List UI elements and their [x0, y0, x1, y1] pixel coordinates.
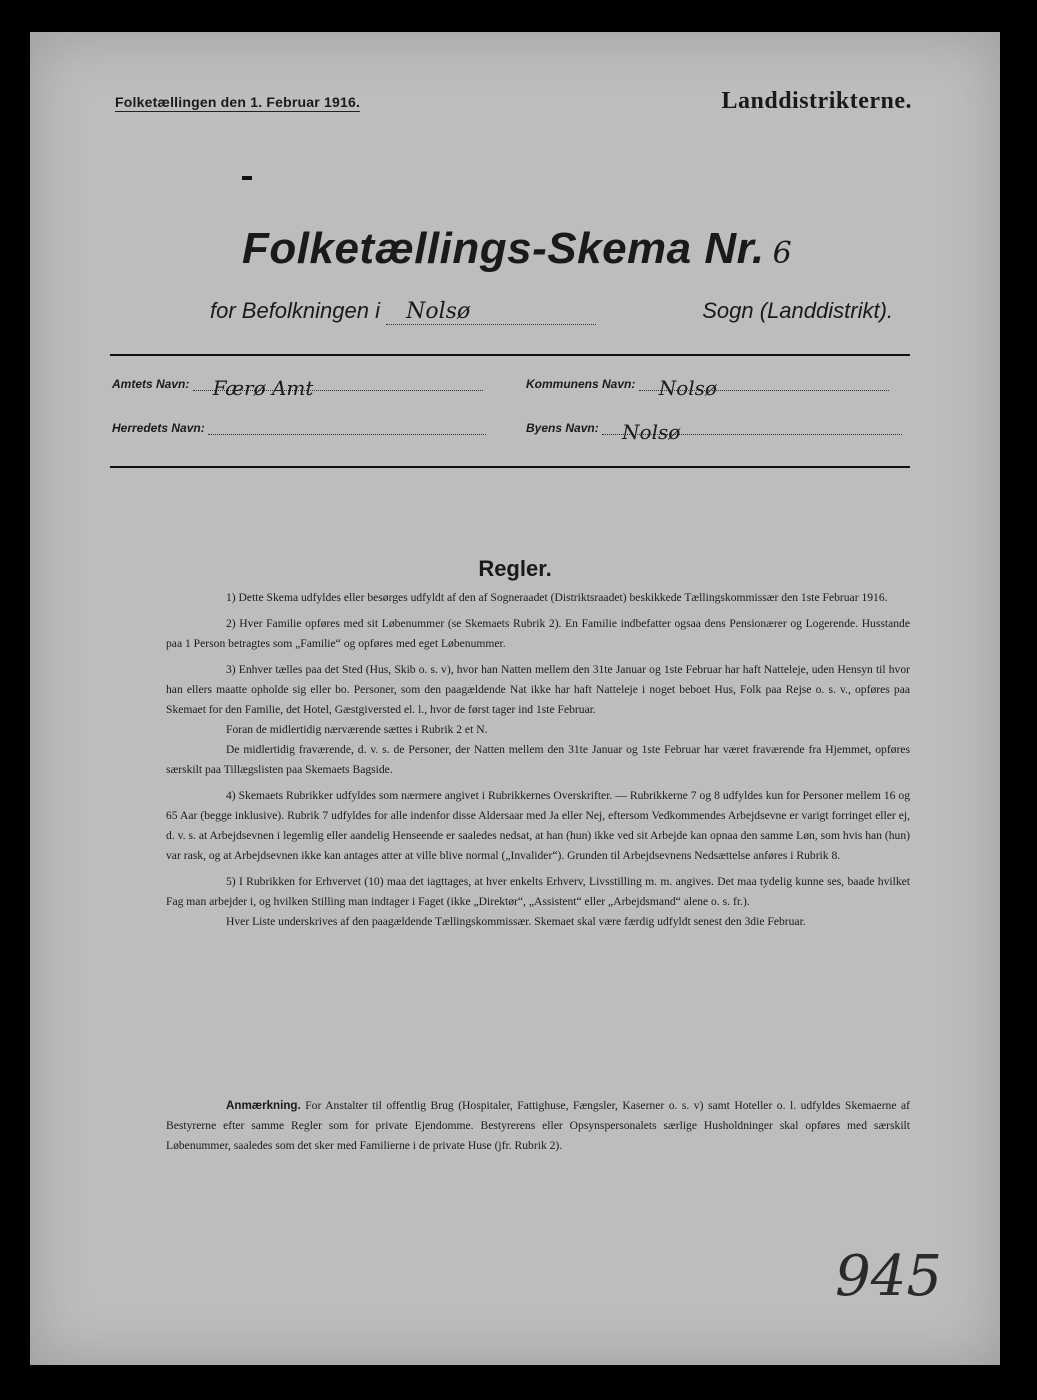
parish-handwritten: Nolsø	[406, 299, 471, 324]
herred-label: Herredets Navn:	[112, 421, 205, 435]
remark-text: For Anstalter til offentlig Brug (Hospitaler, Fattighuse, Fængsler, Kaserner o. s. v) samt Hoteller o. l. udfyldes Skemaerne af Bestyrerne efter samme Regler som for private Ejendomme. Bestyrerens eller Opsynspersonalets særlige Husholdninger skal opføres med særskilt Løbenummer, saaledes som det sker med Familierne i de private Huse (jfr. Rubrik 2).	[166, 1099, 910, 1152]
form-number-handwritten: 6	[772, 236, 793, 271]
kommune-label: Kommunens Navn:	[526, 377, 636, 391]
by-label: Byens Navn:	[526, 421, 599, 435]
herred-value	[208, 420, 228, 444]
rule-4: 4) Skemaets Rubrikker udfyldes som nærmere angivet i Rubrikkernes Overskrifter. — Rubrikkerne 7 og 8 udfyldes kun for Personer mellem 16 og 65 Aar (begge inklusive). Rubrik 7 udfyldes for alle indenfor disse Aldersaar med Ja eller Nej, eftersom Vedkommendes Arbejdsevne er varigt forringet eller ej, d. v. s. at Arbejdsevnen i legemlig eller aandelig Henseende er saaledes nedsat, at han (hun) ikke ved sit Arbejde kan opnaa den samme Løn, som hvis han (hun) var rask, og at Arbejdsevnen ikke kan antages atter at ville blive normal („Invalider“). Grunden til Arbejdsevnens Nedsættelse anføres i Rubrik 8.	[166, 789, 910, 862]
parish-fill-line	[386, 298, 596, 325]
census-form-page	[30, 32, 1000, 1365]
amt-value-handwritten: Færø Amt	[212, 376, 314, 400]
kommune-value-handwritten: Nolsø	[658, 376, 717, 400]
rule-5-signature: Hver Liste underskrives af den paagældende Tællingskommissær. Skemaet skal være færdig udfyldt senest den 3die Februar.	[226, 915, 806, 928]
amt-field	[112, 376, 483, 400]
rule-2: 2) Hver Familie opføres med sit Løbenummer (se Skemaets Rubrik 2). En Familie indbefatter ogsaa dens Pensionærer og Logerende. Husstande paa 1 Person betragtes som „Familie“ og opføres med eget Løbenummer.	[166, 617, 910, 650]
divider-top	[110, 354, 910, 356]
kommune-field	[526, 376, 889, 400]
district-type-header: Landdistrikterne.	[721, 88, 912, 114]
form-title	[242, 224, 792, 274]
divider-bottom	[110, 466, 910, 468]
rule-3: 3) Enhver tælles paa det Sted (Hus, Skib o. s. v), hvor han Natten mellem den 31te Januar og 1ste Februar har haft Natteleje, uden Hensyn til hvor han ellers maatte opholde sig eller bo. Personer, som den paagældende Nat ikke har haft Natteleje i noget beboet Hus, Folk paa Rejse o. s. v., opføres paa Skemaet for den Familie, det Hotel, Gæstgiversted el. l., hvor de først tager ind 1ste Februar.	[166, 663, 910, 716]
amt-label: Amtets Navn:	[112, 377, 190, 391]
rules-text	[166, 588, 910, 938]
by-field	[526, 420, 902, 444]
rule-5: 5) I Rubrikken for Erhvervet (10) maa det iagttages, at hver enkelts Erhverv, Livsstilling m. m. angives. Det maa tydelig kunne ses, baade hvilket Fag man arbejder i, og hvilken Stilling man indtager i Faget (ikke „Direktør“, „Assistent“ eller „Arbejdsmand“ alene o. s. fr.).	[166, 875, 910, 908]
ink-mark	[242, 176, 252, 180]
rule-3-midlertidig-present: Foran de midlertidig nærværende sættes i Rubrik 2 et N.	[226, 723, 488, 736]
by-value-handwritten: Nolsø	[622, 420, 681, 444]
form-title-text: Folketællings-Skema Nr.	[242, 224, 765, 273]
page-number-handwritten: 945	[835, 1244, 942, 1309]
form-subtitle	[210, 298, 894, 325]
remark-paragraph	[166, 1096, 910, 1156]
subtitle-suffix: Sogn (Landdistrikt).	[702, 298, 894, 323]
subtitle-prefix: for Befolkningen i	[210, 298, 380, 323]
herred-field	[112, 420, 486, 435]
census-date-header: Folketællingen den 1. Februar 1916.	[115, 94, 361, 110]
rule-3-midlertidig-absent: De midlertidig fraværende, d. v. s. de Personer, der Natten mellem den 31te Januar og 1ste Februar har været fraværende fra Hjemmet, opføres særskilt paa Tillægslisten paa Skemaets Bagside.	[166, 743, 910, 776]
remark-label: Anmærkning.	[226, 1099, 301, 1112]
rule-1: 1) Dette Skema udfyldes eller besørges udfyldt af den af Sogneraadet (Distriktsraadet) beskikkede Tællingskommissær den 1ste Februar 1916.	[226, 591, 888, 604]
rules-heading: Regler.	[478, 556, 552, 581]
